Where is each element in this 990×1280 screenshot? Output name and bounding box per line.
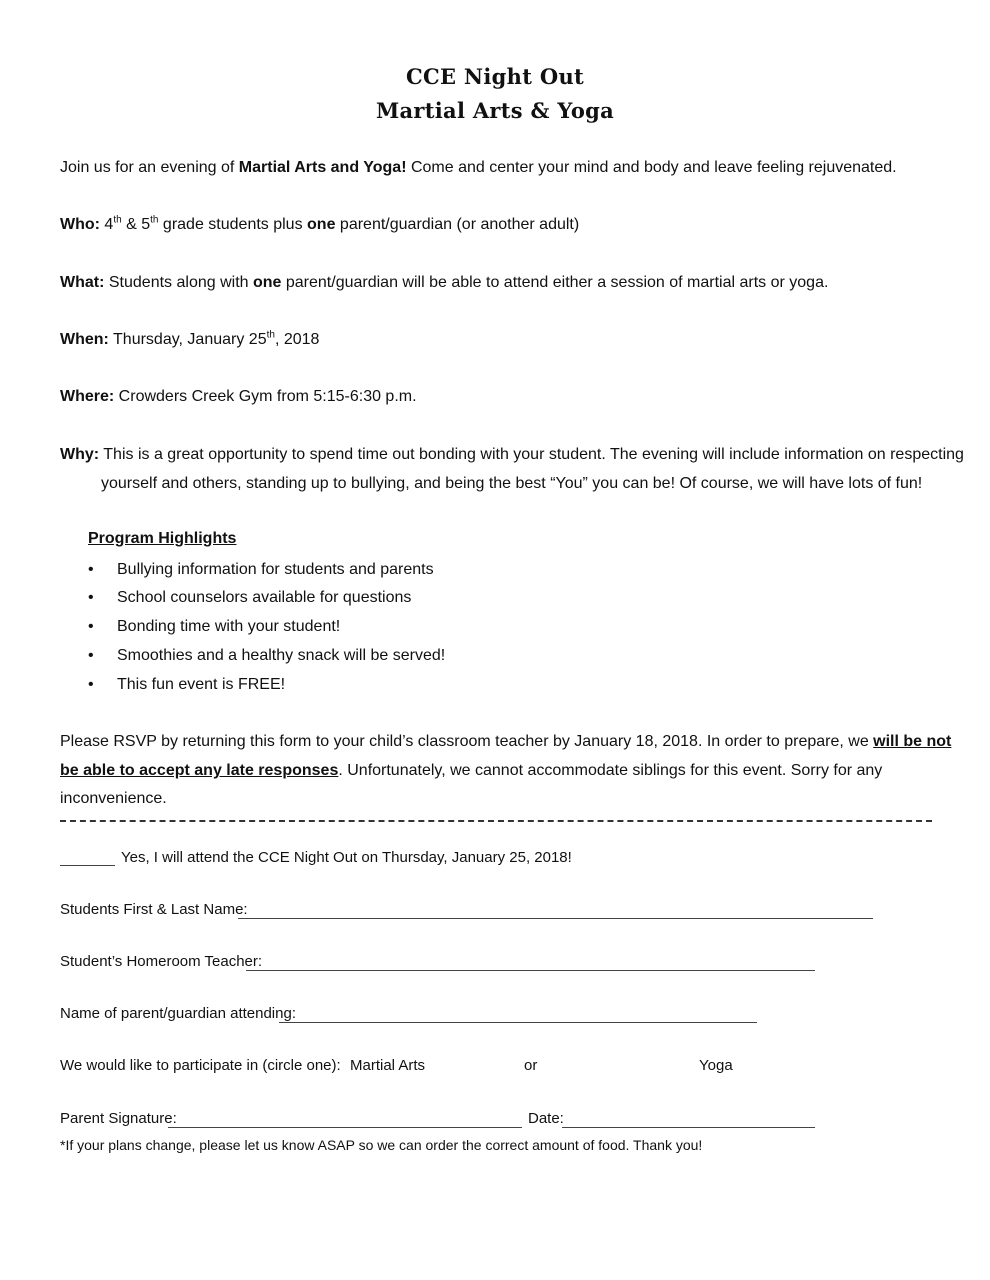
bullet-icon: • bbox=[88, 647, 94, 664]
who-text: grade students plus bbox=[158, 216, 308, 233]
highlights-heading: Program Highlights bbox=[88, 530, 237, 547]
bullet-icon: • bbox=[88, 676, 94, 693]
rsvp-line-3: inconvenience. bbox=[60, 790, 167, 807]
list-item-text: Smoothies and a healthy snack will be served! bbox=[117, 647, 446, 664]
rsvp-emphasis: will be not bbox=[873, 733, 952, 750]
student-name-field[interactable] bbox=[238, 918, 873, 919]
when-sup: th bbox=[266, 329, 275, 341]
when-label: When: bbox=[60, 331, 109, 348]
footnote: *If your plans change, please let us know ASAP so we can order the correct amount of food. Thank you! bbox=[60, 1137, 703, 1153]
where-line bbox=[60, 386, 940, 408]
cut-line-divider bbox=[60, 820, 932, 822]
what-text-end: parent/guardian will be able to attend either a session of martial arts or yoga. bbox=[281, 274, 829, 291]
intro-bold: Martial Arts and Yoga! bbox=[238, 159, 407, 176]
when-text: Thursday, January 25 bbox=[108, 331, 267, 348]
rsvp-line-1 bbox=[60, 731, 952, 753]
attend-checkbox-line[interactable] bbox=[60, 865, 115, 866]
rsvp-line-2 bbox=[60, 760, 940, 782]
who-label: Who: bbox=[60, 216, 100, 233]
signature-label: Parent Signature: bbox=[60, 1110, 177, 1127]
who-line bbox=[60, 214, 940, 236]
why-line bbox=[60, 444, 964, 466]
teacher-field[interactable] bbox=[246, 970, 815, 971]
who-bold: one bbox=[307, 216, 336, 233]
why-text-1: This is a great opportunity to spend time out bonding with your student. The evening will include information on respecting bbox=[99, 446, 964, 463]
option-separator: or bbox=[524, 1057, 538, 1074]
rsvp-text: Please RSVP by returning this form to your child’s classroom teacher by January 18, 2018. In order to prepare, we bbox=[60, 733, 874, 750]
list-item-text: Bonding time with your student! bbox=[117, 618, 341, 635]
date-field[interactable] bbox=[562, 1127, 815, 1128]
page-title: CCE Night Out bbox=[405, 64, 585, 89]
student-name-label: Students First & Last Name: bbox=[60, 901, 248, 918]
intro-text-end: Come and center your mind and body and leave feeling rejuvenated. bbox=[406, 159, 897, 176]
bullet-icon: • bbox=[88, 561, 94, 578]
date-label: Date: bbox=[528, 1110, 564, 1127]
list-item-text: School counselors available for questions bbox=[117, 589, 412, 606]
intro-paragraph bbox=[60, 157, 940, 179]
who-sup-1: th bbox=[113, 214, 122, 226]
what-label: What: bbox=[60, 274, 105, 291]
who-grade-5: & 5 bbox=[121, 216, 151, 233]
list-item-text: Bullying information for students and parents bbox=[117, 561, 434, 578]
when-line bbox=[60, 329, 940, 351]
where-label: Where: bbox=[60, 388, 115, 405]
who-sup-2: th bbox=[150, 214, 159, 226]
option-martial-arts[interactable]: Martial Arts bbox=[350, 1057, 426, 1074]
option-yoga[interactable]: Yoga bbox=[699, 1057, 733, 1074]
why-label: Why: bbox=[60, 446, 100, 463]
list-item-text: This fun event is FREE! bbox=[117, 676, 286, 693]
participate-label: We would like to participate in (circle one): bbox=[60, 1057, 341, 1074]
parent-name-field[interactable] bbox=[279, 1022, 757, 1023]
parent-name-label: Name of parent/guardian attending: bbox=[60, 1005, 296, 1022]
bullet-icon: • bbox=[88, 618, 94, 635]
what-text: Students along with bbox=[104, 274, 253, 291]
rsvp-emphasis-2: be able to accept any late responses bbox=[60, 762, 339, 779]
when-year: , 2018 bbox=[274, 331, 320, 348]
bullet-icon: • bbox=[88, 589, 94, 606]
who-grade-4: 4 bbox=[99, 216, 114, 233]
teacher-label: Student’s Homeroom Teacher: bbox=[60, 953, 263, 970]
who-text-end: parent/guardian (or another adult) bbox=[335, 216, 580, 233]
page-subtitle: Martial Arts & Yoga bbox=[375, 98, 615, 123]
intro-text: Join us for an evening of bbox=[60, 159, 239, 176]
what-line bbox=[60, 272, 940, 294]
where-text: Crowders Creek Gym from 5:15-6:30 p.m. bbox=[114, 388, 417, 405]
signature-field[interactable] bbox=[168, 1127, 522, 1128]
attend-label: Yes, I will attend the CCE Night Out on Thursday, January 25, 2018! bbox=[121, 849, 572, 866]
why-line-2: yourself and others, standing up to bullying, and being the best “You” you can be! Of course, we will have lots of fun! bbox=[101, 475, 923, 492]
what-bold: one bbox=[252, 274, 282, 291]
rsvp-text-2: . Unfortunately, we cannot accommodate siblings for this event. Sorry for any bbox=[338, 762, 883, 779]
